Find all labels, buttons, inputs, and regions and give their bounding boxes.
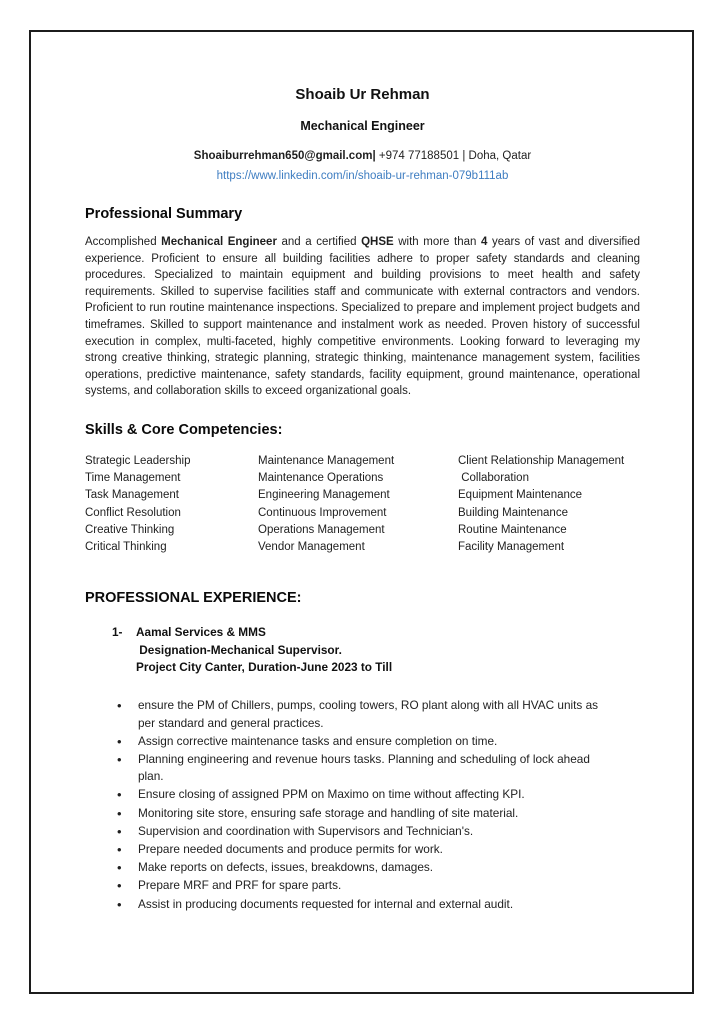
summary-segment: 4: [480, 236, 488, 248]
skills-column: [458, 453, 640, 556]
skill-item: Conflict Resolution: [85, 506, 181, 519]
bullet-item: • Ensure closing of assigned PPM on Maximo on time without affecting KPI.: [115, 786, 615, 803]
bullet-item: • Prepare MRF and PRF for spare parts.: [115, 877, 615, 894]
summary-paragraph: [85, 234, 640, 400]
linkedin-link[interactable]: https://www.linkedin.com/in/shoaib-ur-rehman-079b111ab: [216, 170, 509, 182]
location-text: Doha, Qatar: [468, 150, 532, 162]
summary-heading: Professional Summary: [85, 206, 243, 222]
bullet-item: • Assign corrective maintenance tasks and ensure completion on time.: [115, 733, 615, 750]
skills-column: [258, 453, 458, 556]
entry-lines: [136, 624, 392, 676]
skill-item: Critical Thinking: [85, 540, 167, 553]
skill-item: Task Management: [85, 489, 179, 502]
skill-item: Engineering Management: [258, 489, 390, 502]
bullet-item: • Supervision and coordination with Supervisors and Technician's.: [115, 823, 615, 840]
summary-segment: QHSE: [361, 236, 394, 248]
skill-item: Creative Thinking: [85, 523, 175, 536]
skill-item: Facility Management: [458, 540, 565, 553]
bullet-item: • Monitoring site store, ensuring safe storage and handling of site material.: [115, 805, 615, 822]
summary-segment: and a certified: [276, 236, 362, 248]
experience-heading: PROFESSIONAL EXPERIENCE:: [85, 590, 302, 607]
bullet-item: • ensure the PM of Chillers, pumps, cooling towers, RO plant along with all HVAC units as per standard and general practices.: [115, 697, 615, 731]
bullet-item: • Make reports on defects, issues, breakdowns, damages.: [115, 859, 615, 876]
skills-grid: [85, 453, 640, 556]
skills-column: [85, 453, 258, 556]
skill-item: Vendor Management: [258, 540, 365, 553]
skills-section: [85, 421, 640, 556]
skill-item: Continuous Improvement: [258, 506, 387, 519]
summary-segment: Mechanical Engineer: [161, 236, 277, 248]
skill-item: Maintenance Management: [258, 454, 395, 467]
skill-item: Client Relationship Management: [458, 454, 625, 467]
bullet-item: • Planning engineering and revenue hours tasks. Planning and scheduling of lock ahead plan.: [115, 751, 615, 785]
separator-text: |: [462, 150, 466, 162]
skill-item: Collaboration: [458, 472, 529, 485]
page-border-frame: [29, 30, 694, 994]
entry-number: 1-: [112, 625, 123, 640]
link-line: [85, 167, 640, 184]
skill-item: Time Management: [85, 472, 181, 485]
person-title: Mechanical Engineer: [300, 119, 425, 133]
summary-section: [85, 205, 640, 400]
experience-section: [85, 589, 640, 913]
resume-header: [85, 86, 640, 184]
skill-item: Equipment Maintenance: [458, 489, 583, 502]
person-name: Shoaib Ur Rehman: [295, 86, 430, 103]
skill-item: Strategic Leadership: [85, 454, 191, 467]
entry-line: Project City Canter, Duration-June 2023 to Till: [136, 659, 393, 674]
summary-segment: years of vast and diversified experience. Proficient to ensure all building facilities adhere to proper safety standards and cleaning procedures. Specialized to maintain equipment and building provisions to meet health and safety requirements. Skilled to supervise facilities staff and communicate with external contractors and vendors. Proficient to run routine maintenance inspections. Specialized to prepare and implement project budgets and timeframes. Skilled to support maintenance and instalment work as needed. Proven history of successful execution in complex, multi-faceted, highly competitive environments. Looking forward to leveraging my strong creative thinking, strategic planning, strategic thinking, maintenance management system, facilities operations, predictive maintenance, safety standards, facility equipment, ground maintenance, operational systems, and collaboration skills to exceed organizational goals.: [85, 236, 640, 398]
experience-bullets: [115, 697, 615, 912]
bullet-item: • Prepare needed documents and produce permits for work.: [115, 841, 615, 858]
experience-entry: [112, 624, 640, 676]
skill-item: Building Maintenance: [458, 506, 568, 519]
phone-text: +974 77188501: [378, 150, 460, 162]
skill-item: Maintenance Operations: [258, 472, 384, 485]
bullet-item: • Assist in producing documents requested for internal and external audit.: [115, 896, 615, 913]
summary-segment: with more than: [393, 236, 481, 248]
skill-item: Operations Management: [258, 523, 385, 536]
skill-item: Routine Maintenance: [458, 523, 567, 536]
summary-segment: Accomplished: [85, 236, 162, 248]
skills-heading: Skills & Core Competencies:: [85, 421, 283, 438]
contact-line: [85, 149, 640, 164]
entry-line: Designation-Mechanical Supervisor.: [136, 642, 342, 657]
entry-line: Aamal Services & MMS: [136, 625, 266, 640]
email-text: Shoaiburrehman650@gmail.com|: [193, 150, 376, 162]
